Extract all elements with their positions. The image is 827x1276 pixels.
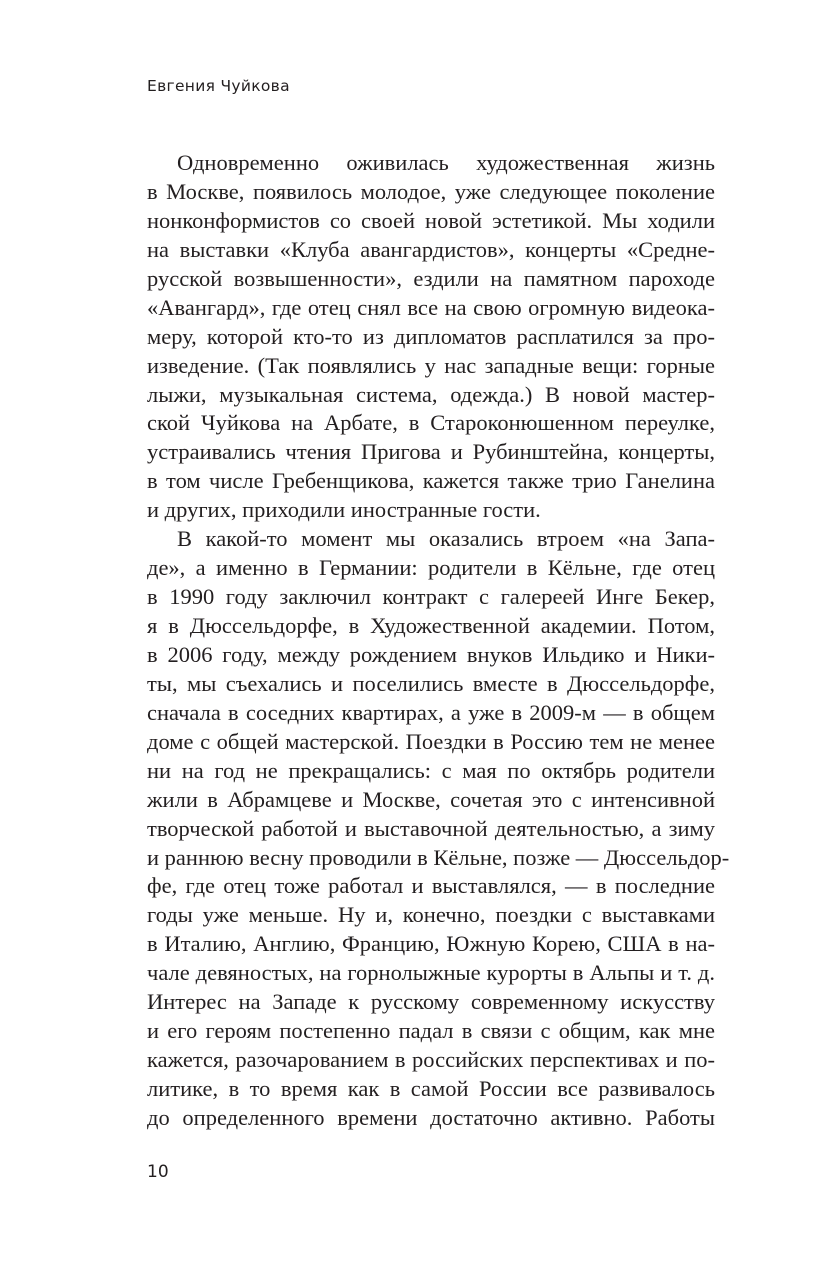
text-line: и других, приходили иностранные гости.	[147, 497, 541, 523]
text-line: доме с общей мастерской. Поездки в Россию тем не менее	[147, 728, 715, 754]
text-line: в Италию, Англию, Францию, Южную Корею, США в на-	[147, 931, 715, 957]
text-line: на выставки «Клуба авангардистов», концерты «Средне-	[147, 236, 715, 262]
text-line: до определенного времени достаточно активно. Работы	[147, 1104, 715, 1130]
text-line: нонконформистов со своей новой эстетикой. Мы ходили	[147, 207, 715, 233]
text-line: В какой-то момент мы оказались втроем «на Запа-	[177, 526, 715, 552]
text-line: Одновременно оживилась художественная жизнь	[177, 150, 715, 175]
text-line: ской Чуйкова на Арбате, в Староконюшенном переулке,	[147, 410, 715, 436]
text-line: в Москве, появилось молодое, уже следующее поколение	[147, 178, 715, 204]
text-line: творческой работой и выставочной деятельностью, а зиму	[147, 815, 715, 841]
paragraph	[147, 149, 715, 525]
paragraph	[147, 525, 730, 1133]
running-head-author: Евгения Чуйкова	[147, 77, 290, 95]
text-line: ты, мы съехались и поселились вместе в Дюссельдорфе,	[147, 670, 715, 696]
text-line: ни на год не прекращались: с мая по октябрь родители	[147, 757, 715, 783]
text-line: годы уже меньше. Ну и, конечно, поездки с выставками	[147, 902, 715, 928]
text-line: в том числе Гребенщикова, кажется также трио Ганелина	[147, 468, 715, 494]
text-line: русской возвышенности», ездили на памятном пароходе	[147, 265, 715, 291]
text-line: чале девяностых, на горнолыжные курорты в Альпы и т. д.	[147, 960, 715, 986]
text-line: изведение. (Так появлялись у нас западные вещи: горные	[147, 352, 715, 378]
text-line: литике, в то время как в самой России все развивалось	[147, 1076, 715, 1101]
text-line: Интерес на Западе к русскому современному искусству	[147, 989, 715, 1015]
page-number: 10	[147, 1162, 169, 1182]
text-line: де», а именно в Германии: родители в Кёльне, где отец	[147, 555, 715, 581]
text-line: и его героям постепенно падал в связи с общим, как мне	[147, 1018, 715, 1044]
text-line: в 1990 году заключил контракт с галереей Инге Бекер,	[147, 584, 715, 610]
text-line: лыжи, музыкальная система, одежда.) В новой мастер-	[147, 381, 715, 407]
body-text	[147, 149, 730, 1133]
text-line: я в Дюссельдорфе, в Художественной академии. Потом,	[147, 613, 715, 638]
text-line: кажется, разочарованием в российских перспективах и по-	[147, 1047, 715, 1073]
text-line: в 2006 году, между рождением внуков Ильдико и Ники-	[147, 641, 715, 667]
text-line: сначала в соседних квартирах, а уже в 2009-м — в общем	[147, 699, 715, 725]
text-line: устраивались чтения Пригова и Рубинштейна, концерты,	[147, 439, 715, 465]
text-line: «Авангард», где отец снял все на свою огромную видеока-	[147, 294, 715, 320]
text-line: фе, где отец тоже работал и выставлялся, — в последние	[147, 873, 715, 899]
text-line: и раннюю весну проводили в Кёльне, позже — Дюссельдор-	[147, 844, 730, 870]
text-line: меру, которой кто-то из дипломатов расплатился за про-	[147, 323, 715, 349]
text-line: жили в Абрамцеве и Москве, сочетая это с интенсивной	[147, 786, 715, 812]
